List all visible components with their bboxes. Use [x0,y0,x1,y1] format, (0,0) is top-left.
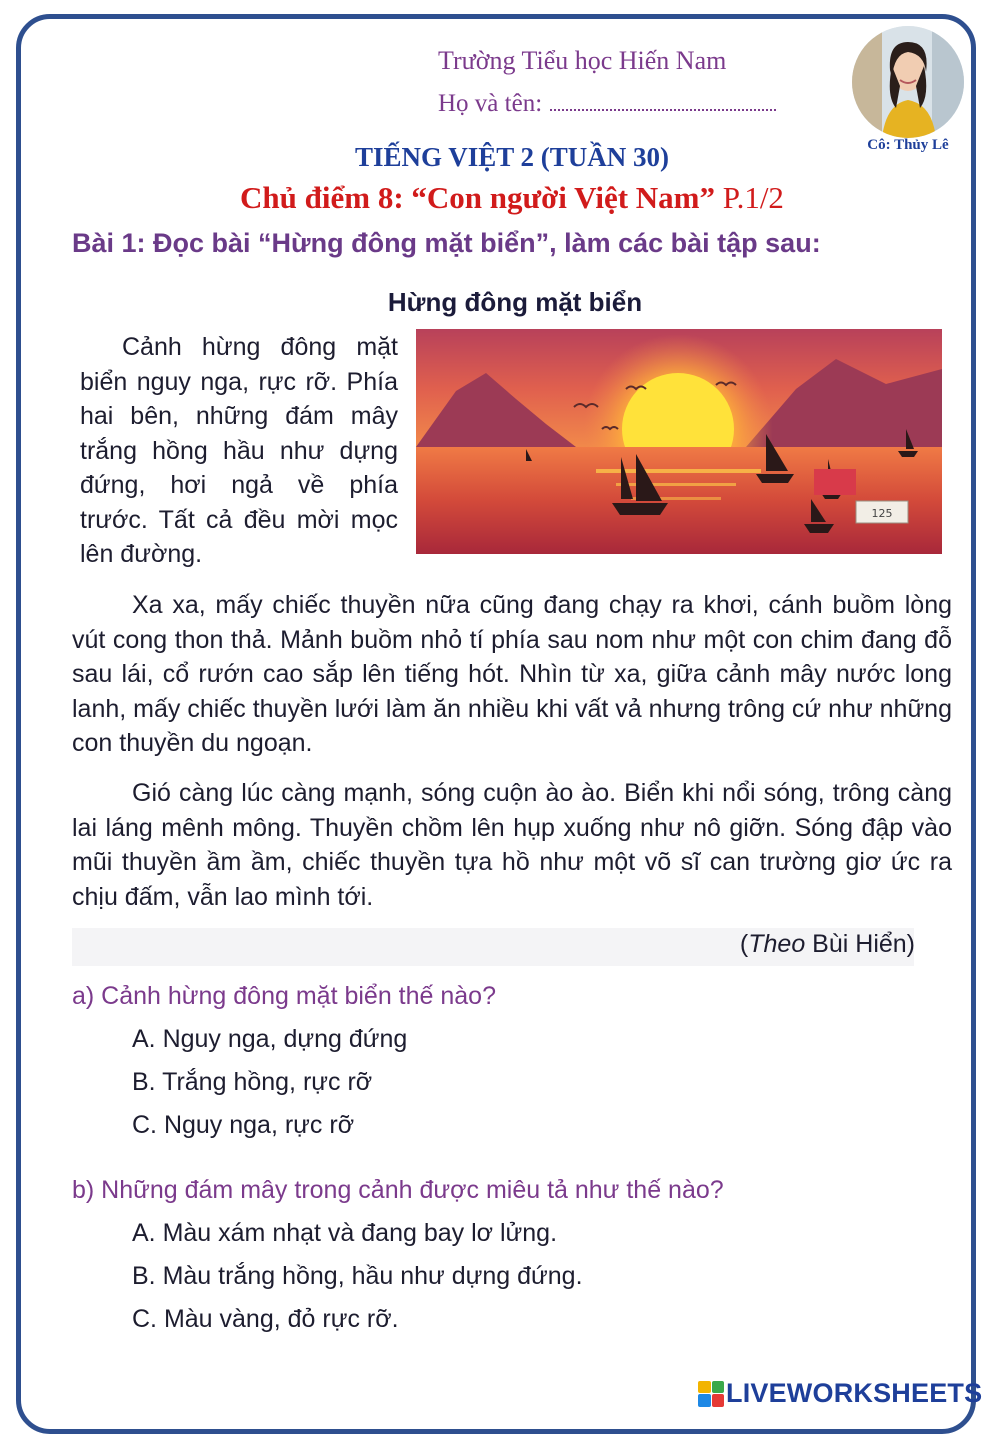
school-name: Trường Tiểu học Hiến Nam [438,46,727,75]
subject-title: TIẾNG VIỆT 2 (TUẦN 30) [354,142,670,172]
story-source [700,930,915,959]
theme-title [0,180,1000,216]
question-a-option-a[interactable]: A. Nguy nga, dựng đứng [132,1025,408,1053]
question-b-option-b[interactable]: B. Màu trắng hồng, hầu như dựng đứng. [132,1262,583,1290]
liveworksheets-logo-icon [698,1381,724,1407]
source-theo: Theo [748,930,806,958]
theme-text: Chủ điểm 8: “Con người Việt Nam” [240,180,716,215]
story-title: Hừng đông mặt biển [387,287,643,317]
question-b: b) Những đám mây trong cảnh được miêu tả như thế nào? [72,1176,724,1204]
question-a: a) Cảnh hừng đông mặt biển thế nào? [72,982,496,1010]
question-b-option-a[interactable]: A. Màu xám nhạt và đang bay lơ lửng. [132,1219,558,1247]
teacher-name: Cô: Thủy Lê [867,137,949,153]
liveworksheets-logo-text: LIVEWORKSHEETS [726,1378,983,1408]
question-a-option-b[interactable]: B. Trắng hồng, rực rỡ [132,1068,373,1096]
teacher-avatar [852,26,964,138]
name-label: Họ và tên: [438,90,543,117]
story-paragraph-1: Cảnh hừng đông mặt biển nguy nga, rực rỡ. Phía hai bên, những đám mây trắng hồng hầu như dựng đứng, hơi ngả về phía trước. Tất cả đều mời mọc lên đường. [80,333,398,568]
sunset-sea-illustration [416,329,942,554]
part-label: P.1/2 [722,180,784,215]
name-input-line[interactable] [550,93,776,111]
liveworksheets-logo [698,1378,982,1409]
story-paragraph-3: Gió càng lúc càng mạnh, sóng cuộn ào ào. Biển khi nổi sóng, trông càng lai láng mênh mông. Thuyền chồm lên hụp xuống như nô giỡn. Sóng đập vào mũi thuyền ầm ầm, chiếc thuyền tựa hồ như một võ sĩ can trường giơ ức ra chịu đấm, vẫn lao mình tới. [72,779,952,911]
source-open: ( [739,930,749,958]
student-name-row [438,90,776,118]
story-paragraph-2: Xa xa, mấy chiếc thuyền nữa cũng đang chạy ra khơi, cánh buồm lòng vút cong thon thả. Mảnh buồm nhỏ tí phía sau nom như một con chim đang đỗ sau lái, cổ rướn cao sắp lên tiếng hót. Nhìn từ xa, giữa cảnh mây nước long lanh, mấy chiếc thuyền lưới làm ăn nhiều khi vất vả nhưng trông cứ như những con thuyền du ngoạn. [72,591,952,757]
source-author: Bùi Hiển) [805,930,915,958]
task-heading: Bài 1: Đọc bài “Hừng đông mặt biển”, làm các bài tập sau: [72,228,821,258]
question-a-option-c[interactable]: C. Nguy nga, rực rỡ [132,1111,355,1139]
image-sign-label: 125 [871,507,893,520]
question-b-option-c[interactable]: C. Màu vàng, đỏ rực rỡ. [132,1305,399,1333]
